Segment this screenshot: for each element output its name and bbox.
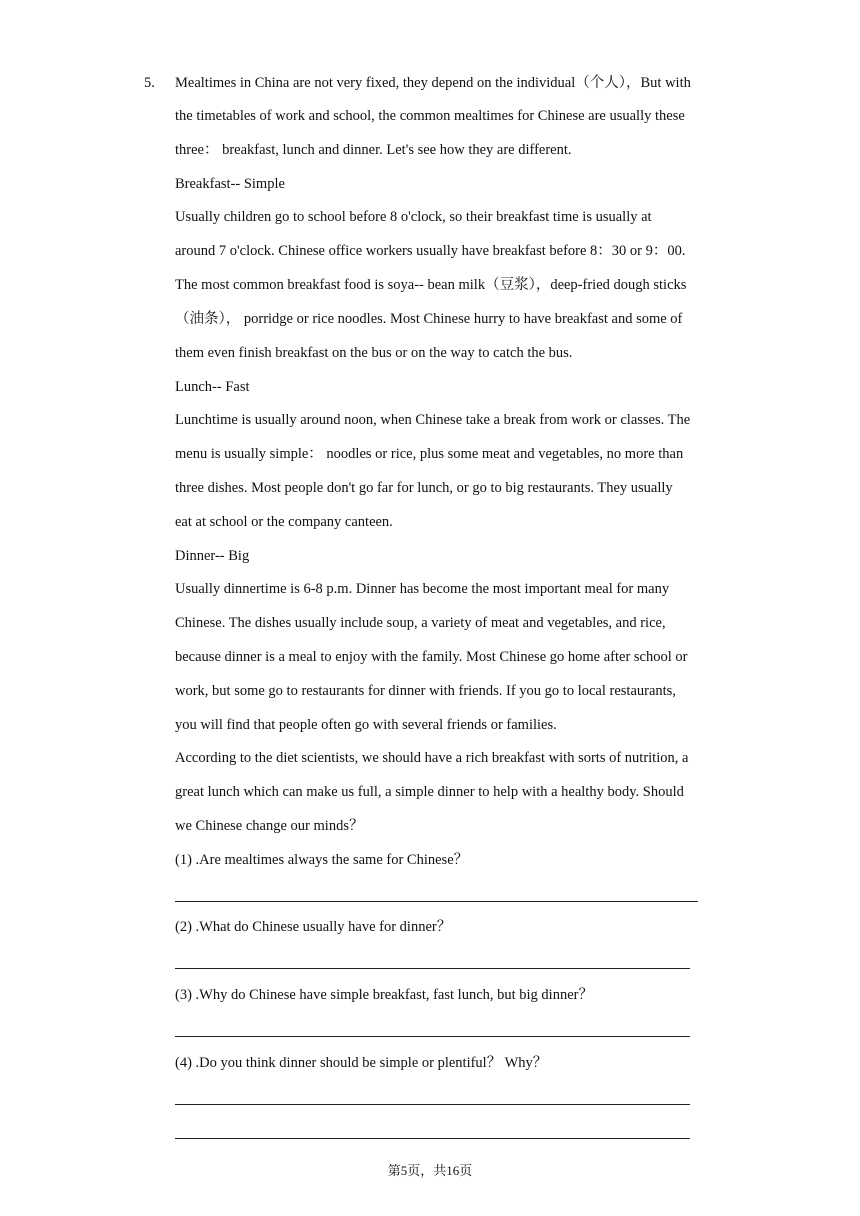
question-number: 5. [144,75,155,91]
passage-line: Usually dinnertime is 6-8 p.m. Dinner has become the most important meal for many [175,581,670,597]
sub-question-2: (2) .What do Chinese usually have for dinner？ [175,919,452,935]
passage-line: them even finish breakfast on the bus or on the way to catch the bus. [175,345,573,361]
passage-line: you will find that people often go with several friends or families. [175,717,557,733]
sub-question-1: (1) .Are mealtimes always the same for Chinese？ [175,852,469,868]
section-heading-breakfast: Breakfast-- Simple [175,176,285,192]
passage-line: （油条）， porridge or rice noodles. Most Chinese hurry to have breakfast and some of [175,311,683,327]
sub-question-3: (3) .Why do Chinese have simple breakfast, fast lunch, but big dinner？ [175,987,593,1003]
answer-line-4a[interactable] [175,1104,690,1105]
passage-line: three： breakfast, lunch and dinner. Let's see how they are different. [175,142,572,158]
passage-line: great lunch which can make us full, a simple dinner to help with a healthy body. Should [175,784,684,800]
sub-question-4: (4) .Do you think dinner should be simple or plentiful？ Why？ [175,1055,548,1071]
passage-line: eat at school or the company canteen. [175,514,393,530]
answer-line-4b[interactable] [175,1138,690,1139]
passage-line: because dinner is a meal to enjoy with the family. Most Chinese go home after school or [175,649,688,665]
answer-line-3[interactable] [175,1036,690,1037]
section-heading-lunch: Lunch-- Fast [175,379,250,395]
answer-line-2[interactable] [175,968,690,969]
passage-line: According to the diet scientists, we should have a rich breakfast with sorts of nutrition, a [175,750,689,766]
passage-line: around 7 o'clock. Chinese office workers usually have breakfast before 8：30 or 9：00. [175,243,686,259]
passage-line: Chinese. The dishes usually include soup, a variety of meat and vegetables, and rice, [175,615,666,631]
passage-line: The most common breakfast food is soya-- bean milk（豆浆），deep-fried dough sticks [175,277,687,293]
section-heading-dinner: Dinner-- Big [175,548,250,564]
passage-line: Usually children go to school before 8 o'clock, so their breakfast time is usually at [175,209,652,225]
passage-line: three dishes. Most people don't go far for lunch, or go to big restaurants. They usually [175,480,673,496]
passage-line: work, but some go to restaurants for dinner with friends. If you go to local restaurants, [175,683,676,699]
passage-line: Mealtimes in China are not very fixed, they depend on the individual（个人），But with [175,75,691,91]
passage-line: the timetables of work and school, the common mealtimes for Chinese are usually these [175,108,685,124]
passage-line: we Chinese change our minds？ [175,818,364,834]
page-footer: 第5页，共16页 [387,1163,473,1178]
answer-line-1[interactable] [175,901,698,902]
passage-line: menu is usually simple： noodles or rice, plus some meat and vegetables, no more than [175,446,684,462]
passage-line: Lunchtime is usually around noon, when Chinese take a break from work or classes. The [175,412,691,428]
